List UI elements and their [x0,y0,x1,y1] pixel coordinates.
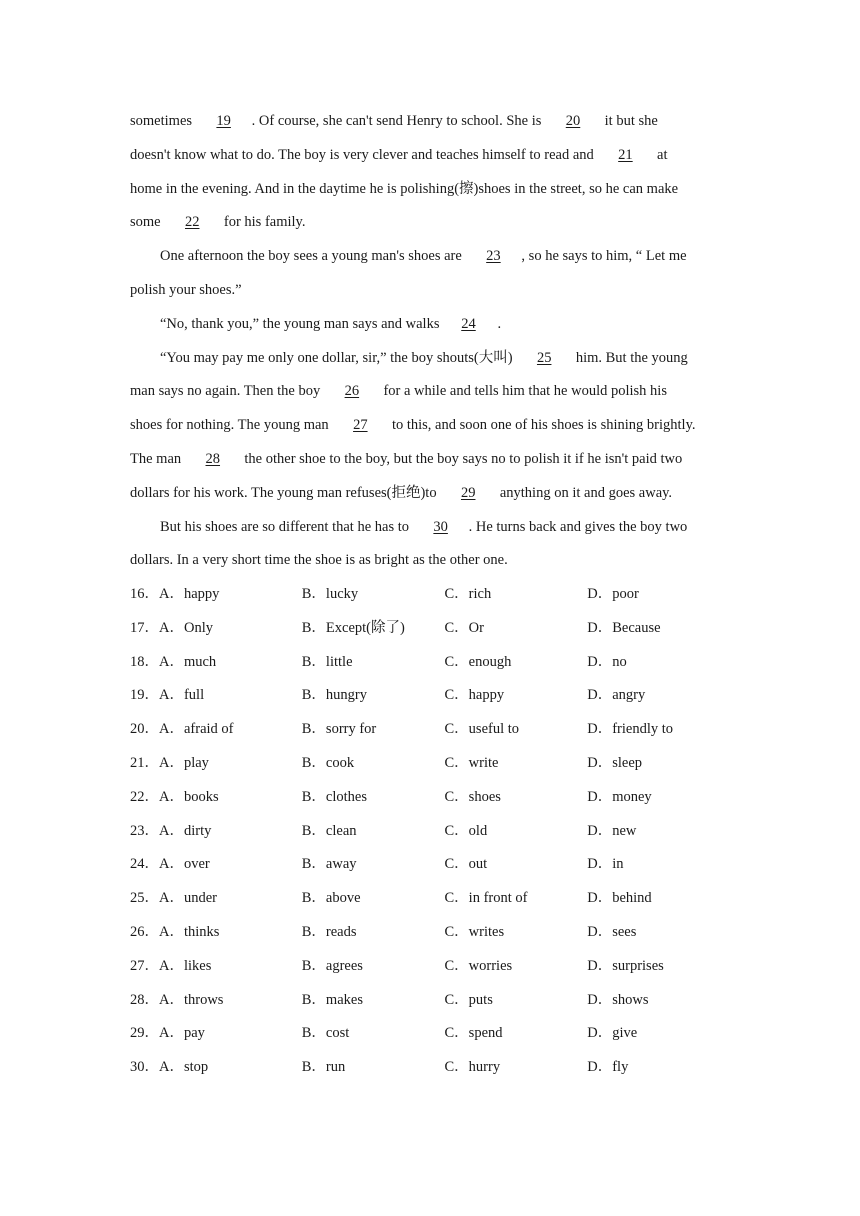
passage-text: . Of course, she can't send Henry to school. She is [251,113,542,129]
blank-29: 29 [460,484,476,501]
question-number: 29． [130,1025,159,1042]
option-d: D．fly [587,1059,629,1076]
passage-text: sometimes [130,113,193,129]
option-b: B．cost [301,1025,350,1042]
option-c: C．useful to [444,721,520,738]
question-row [130,781,730,815]
blank-26: 26 [344,383,360,400]
blank-20: 20 [565,113,581,129]
passage-text: to this, and soon one of his shoes is shining brightly. [391,417,696,434]
question-row [130,848,730,882]
blank-24: 24 [461,315,476,332]
passage-text: The man [130,450,182,467]
option-c: C．spend [444,1025,503,1042]
question-row [130,882,730,916]
passage-text: for his family. [223,214,306,231]
passage-text: shoes for nothing. The young man [130,417,329,434]
option-a: A．likes [159,957,212,974]
option-a: A．full [159,687,205,704]
question-row [130,1017,730,1051]
question-number: 20． [130,721,159,738]
question-row [130,1051,730,1085]
blank-30: 30 [433,518,448,535]
question-number: 23． [130,822,159,839]
blank-28: 28 [205,450,221,467]
option-d: D．shows [587,991,649,1008]
option-d: D．Because [587,619,661,636]
question-row [130,815,730,849]
option-b: B．hungry [301,687,367,704]
option-a: A．throws [159,991,224,1008]
option-d: D．friendly to [587,721,674,738]
option-c: C．write [444,754,499,771]
option-b: B．away [301,856,357,873]
blank-25: 25 [536,349,552,366]
passage-line [130,375,736,409]
option-b: B．run [301,1059,346,1076]
passage-text: . He turns back and gives the boy two [468,518,688,535]
passage-line [130,477,736,511]
option-b: B．reads [301,923,357,940]
option-a: A．thinks [159,923,220,940]
passage-line [130,240,736,274]
passage-text: dollars. In a very short time the shoe is as bright as the other one. [130,552,508,569]
passage-text: polish your shoes.” [130,281,242,298]
option-a: A．books [159,788,219,805]
option-d: D．in [587,856,624,873]
passage-text: , so he says to him, “ Let me [521,248,687,265]
option-d: D．sleep [587,754,643,771]
passage-line [130,105,736,139]
blank-23: 23 [486,248,501,265]
answer-options [130,578,730,1085]
passage-line [130,443,736,477]
passage-text: for a while and tells him that he would polish his [383,383,667,400]
question-row [130,646,730,680]
option-a: A．play [159,754,209,771]
blank-22: 22 [184,214,200,231]
question-row [130,950,730,984]
option-b: B．clean [301,822,357,839]
option-d: D．surprises [587,957,664,974]
passage-line [130,544,736,578]
option-b: B．agrees [301,957,363,974]
option-b: B．little [301,653,353,670]
passage-text: “No, thank you,” the young man says and walks [160,315,440,332]
option-b: B．lucky [301,586,359,602]
passage-text: dollars for his work. The young man refuses(拒绝)to [130,484,437,501]
option-c: C．old [444,822,488,839]
option-b: B．above [301,890,361,907]
option-a: A．stop [159,1059,209,1076]
option-c: C．writes [444,923,505,940]
passage-text: anything on it and goes away. [499,484,673,501]
passage-text: One afternoon the boy sees a young man's shoes are [160,248,462,265]
option-c: C．Or [444,619,484,636]
passage-line [130,274,736,308]
passage-line [130,139,736,173]
option-d: D．no [587,653,627,670]
passage-text: at [657,146,668,163]
option-c: C．in front of [444,890,528,907]
passage-text: But his shoes are so different that he has to [160,518,409,535]
option-d: D．new [587,822,637,839]
passage-text: some [130,214,161,231]
question-number: 19． [130,687,159,704]
blank-21: 21 [618,146,633,163]
option-a: A．over [159,856,210,873]
question-row [130,679,730,713]
question-number: 26． [130,923,159,940]
option-b: B．makes [301,991,363,1008]
passage-text: the other shoe to the boy, but the boy says no to polish it if he isn't paid two [244,450,683,467]
cloze-passage [130,105,736,578]
question-number: 30． [130,1059,159,1076]
option-c: C．puts [444,991,493,1008]
option-b: B．cook [301,754,355,771]
question-row [130,578,730,612]
passage-text: doesn't know what to do. The boy is very clever and teaches himself to read and [130,146,594,163]
option-b: B．Except(除了) [301,619,405,636]
option-b: B．sorry for [301,721,377,738]
option-d: D．behind [587,890,652,907]
option-a: A．pay [159,1025,205,1042]
option-c: C．hurry [444,1059,501,1076]
option-a: A．afraid of [159,721,234,738]
passage-text: him. But the young [575,349,688,366]
question-number: 17． [130,619,159,636]
option-c: C．happy [444,687,505,704]
question-number: 16． [130,586,159,602]
passage-line [130,409,736,443]
question-number: 27． [130,957,159,974]
blank-27: 27 [353,417,368,434]
option-c: C．enough [444,653,512,670]
option-a: A．dirty [159,822,212,839]
question-row [130,612,730,646]
passage-text: “You may pay me only one dollar, sir,” the boy shouts(大叫) [160,349,513,366]
option-c: C．out [444,856,488,873]
passage-line [130,342,736,376]
option-c: C．rich [444,586,492,602]
question-number: 25． [130,890,159,907]
passage-line [130,173,736,207]
option-a: A．happy [159,586,220,602]
option-a: A．Only [159,619,213,636]
option-c: C．worries [444,957,513,974]
passage-line [130,308,736,342]
question-number: 24． [130,856,159,873]
passage-text: man says no again. Then the boy [130,383,321,400]
option-b: B．clothes [301,788,367,805]
option-a: A．much [159,653,217,670]
option-a: A．under [159,890,217,907]
question-row [130,747,730,781]
question-row [130,713,730,747]
option-d: D．give [587,1025,638,1042]
question-row [130,984,730,1018]
blank-19: 19 [216,113,231,129]
passage-line [130,206,736,240]
option-c: C．shoes [444,788,501,805]
passage-text: it but she [604,113,658,129]
passage-line [130,511,736,545]
option-d: D．poor [587,586,639,602]
option-d: D．sees [587,923,637,940]
option-d: D．money [587,788,652,805]
question-number: 18． [130,653,159,670]
question-number: 28． [130,991,159,1008]
passage-text: . [497,315,502,332]
question-number: 21． [130,754,159,771]
passage-text: home in the evening. And in the daytime he is polishing(擦)shoes in the street, so he can make [130,180,679,197]
option-d: D．angry [587,687,646,704]
question-number: 22． [130,788,159,805]
question-row [130,916,730,950]
